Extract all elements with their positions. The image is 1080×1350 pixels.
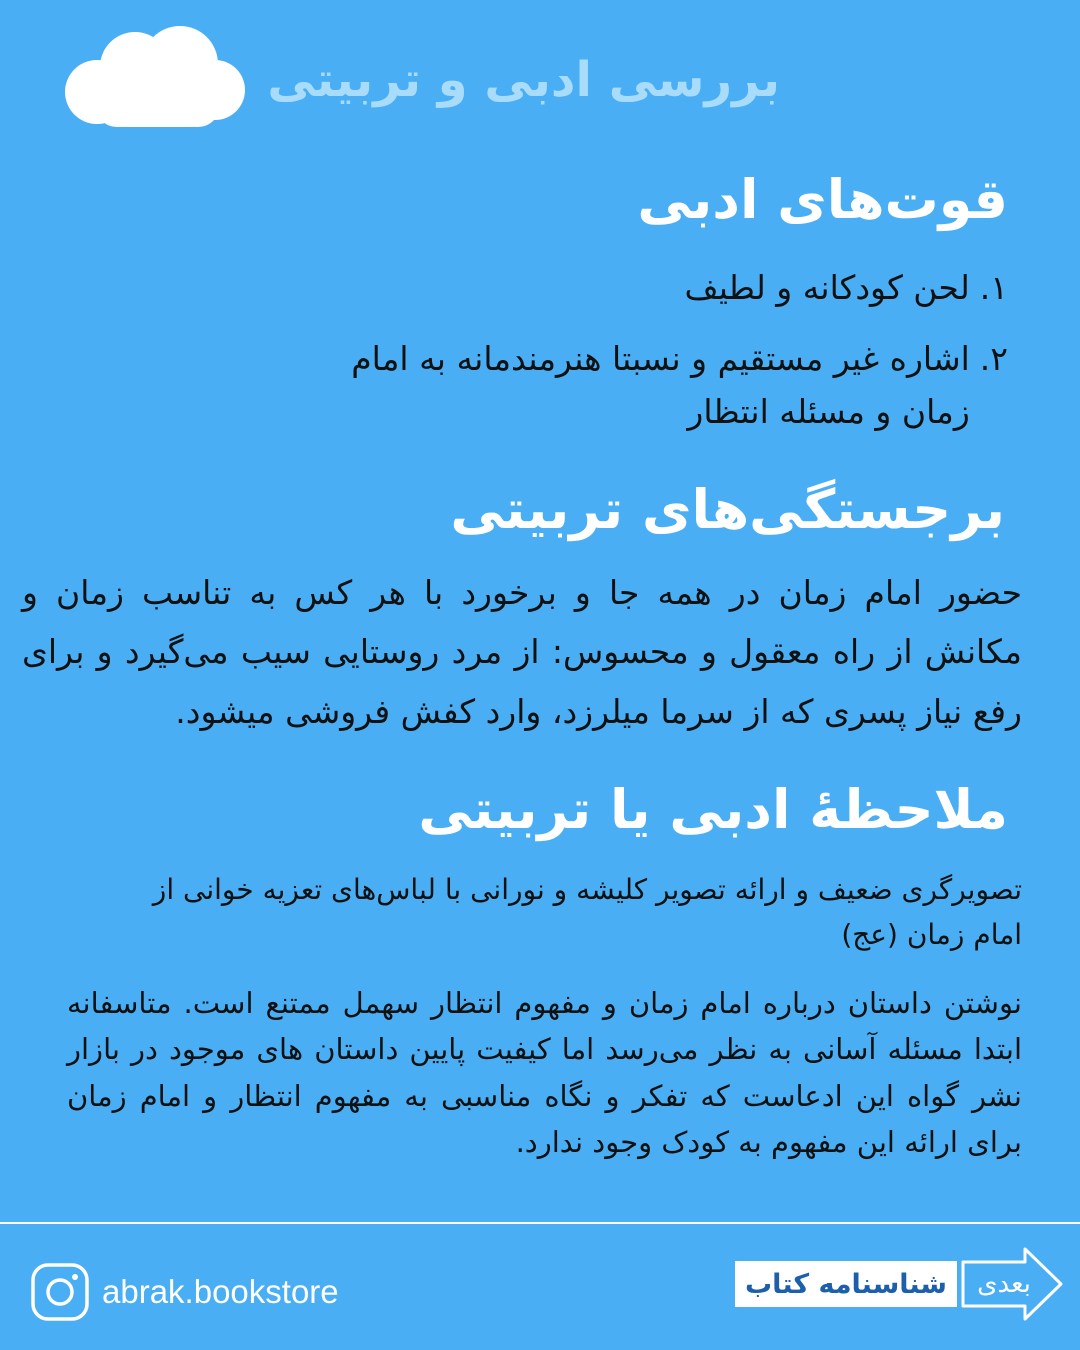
- list-item-text: لحن کودکانه و لطیف: [684, 268, 970, 307]
- list-item-text: اشاره غیر مستقیم و نسبتا هنرمندمانه به امام زمان و مسئله انتظار: [351, 338, 970, 431]
- instagram-link[interactable]: [30, 1262, 339, 1322]
- list-item-number: ۲.: [979, 338, 1008, 378]
- note-paragraph-1: تصویرگری ضعیف و ارائه تصویر کلیشه و نورانی با لباس‌های تعزیه خوانی از امام زمان (عج): [152, 873, 1022, 951]
- next-label: بعدی: [977, 1269, 1031, 1299]
- next-title: شناسنامه کتاب: [735, 1261, 957, 1307]
- note-paragraph-2: نوشتن داستان درباره امام زمان و مفهوم انتظار سهمل ممتنع است. متاسفانه ابتدا مسئله آسانی به نظر می‌رسد اما کیفیت پایین داستان های موجود در بازار نشر گواه این ادعاست که تفکر و نگاه مناسبی به مفهوم انتظار و امام زمان برای ارائه این مفهوم به کودک وجود ندارد.: [67, 986, 1022, 1160]
- list-item: [288, 333, 1008, 439]
- footer-divider: [0, 1222, 1080, 1224]
- page-title: بررسی ادبی و تربیتی: [267, 52, 780, 108]
- note-heading: ملاحظهٔ ادبی یا تربیتی: [418, 778, 1008, 841]
- educational-highlights-paragraph: حضور امام زمان در همه جا و برخورد با هر کس به تناسب زمان و مکانش از راه معقول و محسوس: از مرد روستایی سیب می‌گیرد و برای رفع نیاز پسری که از سرما میلرزد، وارد کفش فروشی میشود.: [22, 573, 1022, 731]
- list-item-number: ۱.: [979, 268, 1008, 307]
- educational-highlights-heading: برجستگی‌های تربیتی: [450, 478, 1005, 541]
- instagram-handle: abrak.bookstore: [102, 1273, 339, 1310]
- literary-strengths-heading: قوت‌های ادبی: [637, 168, 1008, 231]
- next-button[interactable]: [735, 1246, 1065, 1326]
- literary-strengths-list: [288, 262, 1008, 438]
- instagram-icon: [30, 1262, 90, 1322]
- cloud-icon: [55, 22, 255, 132]
- list-item: [288, 262, 1008, 315]
